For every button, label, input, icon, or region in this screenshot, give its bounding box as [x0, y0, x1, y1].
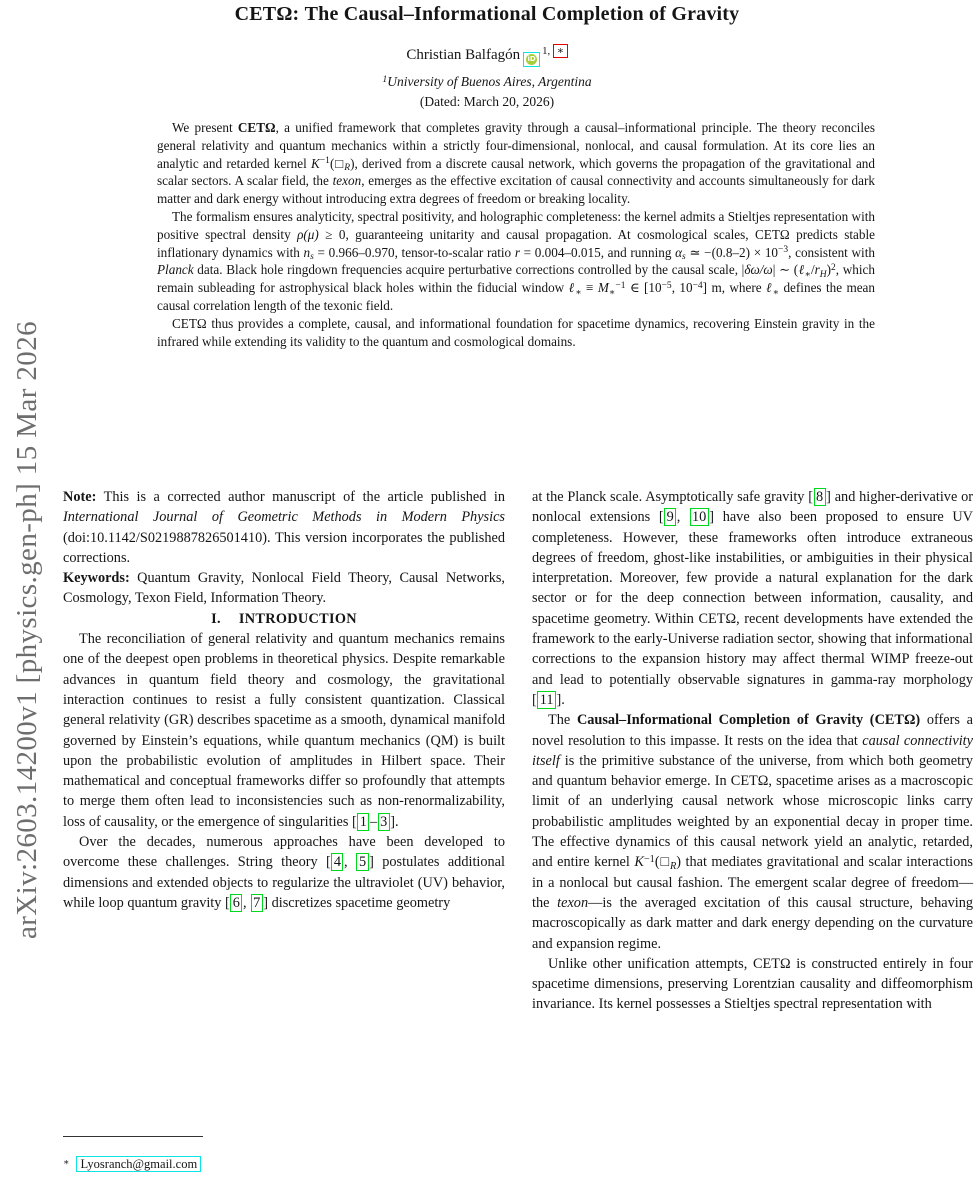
- text-run: ℓ: [798, 262, 805, 278]
- footnote-marker: ∗: [63, 1157, 70, 1168]
- orcid-id-glyph: iD: [527, 55, 536, 63]
- text-run: Note:: [63, 489, 97, 505]
- text-run: ].: [556, 691, 565, 708]
- text-run: ] m, where: [702, 280, 767, 296]
- text-run: The formalism ensures analyticity, spectral positivity, and holographic completeness: the kernel admits a Stieltjes representation with positive spectral density: [157, 208, 875, 242]
- citation-link-4[interactable]: 4: [331, 853, 343, 871]
- left-column: [63, 487, 505, 913]
- footnote-rule: [63, 1136, 203, 1137]
- text-run: Quantum Gravity, Nonlocal Field Theory, Causal Networks, Cosmology, Texon Field, Information Theory.: [63, 570, 505, 607]
- text-run: −1: [615, 280, 626, 291]
- abstract-paragraph-3: [157, 315, 875, 351]
- intro-paragraph-4: [532, 954, 973, 1015]
- text-run: s: [682, 251, 686, 262]
- text-run: K: [311, 155, 320, 171]
- text-run: defines the mean causal correlation length of the texonic field.: [157, 280, 875, 313]
- text-run: ] have also been proposed to ensure UV completeness. However, these frameworks often introduce extraneous degrees of freedom, ghost-like instabilities, or ambiguities in their physical interpretation. Moreover, few provide a natural explanation for the dark sector or for the deep connection between information, causality, and spacetime geometry. Within CETΩ, recent developments have extended the framework to the early-Universe radiation sector, showing that informational corrections to the expansion history may affect thermal WIMP freeze-out and lead to potentially observable signatures in gamma-ray morphology [: [532, 509, 973, 708]
- text-run: ≥ 0, guaranteeing unitarity and causal propagation. At cosmological scales, CETΩ predicts stable inflationary dynamics with: [157, 226, 876, 260]
- text-run: ,: [676, 509, 689, 526]
- affiliation-text: University of Buenos Aires, Argentina: [387, 74, 592, 89]
- text-run: = 0.966–0.970, tensor-to-scalar ratio: [313, 244, 515, 260]
- citation-link-11[interactable]: 11: [537, 691, 556, 709]
- text-run: δω/ω: [744, 262, 773, 278]
- text-run: data. Black hole ringdown frequencies acquire perturbative corrections controlled by the causal scale, |: [193, 262, 745, 278]
- text-run: α: [675, 244, 683, 260]
- text-run: We present: [172, 120, 238, 135]
- section-number: I.: [211, 610, 221, 627]
- citation-link-7[interactable]: 7: [251, 894, 263, 912]
- text-run: ρ(μ): [297, 226, 319, 242]
- abstract-paragraph-1: [157, 119, 875, 208]
- section-heading-introduction: [63, 609, 505, 629]
- text-run: ∈ [10: [625, 280, 662, 296]
- text-run: , a unified framework that completes gravity through a causal–informational principle. The theory reconciles general relativity and quantum mechanics within a strictly four-dimensional, nonlocal, and causal formulation. At its core lies an analytic and retarded kernel: [157, 120, 875, 171]
- intro-paragraph-3: [532, 710, 973, 954]
- text-run: ∗: [804, 269, 811, 280]
- text-run: This is a corrected author manuscript of the article published in: [96, 489, 505, 505]
- author-name: Christian Balfagón: [406, 47, 521, 63]
- citation-link-5[interactable]: 5: [356, 853, 368, 871]
- text-run: –: [369, 813, 378, 830]
- text-run: CETΩ: [237, 120, 276, 135]
- text-run: ℓ: [766, 280, 773, 296]
- text-run: , emerges as the effective excitation of causal connectivity and accounts simultaneously for dark matter and dark energy without introducing extra degrees of freedom or breaking locality.: [157, 173, 875, 207]
- text-run: ] postulates additional dimensions and extended objects to regularize the ultraviolet (UV) behavior, while loop quantum gravity [: [63, 854, 505, 911]
- text-run: Keywords:: [63, 570, 130, 587]
- abstract: [157, 119, 875, 350]
- text-run: ): [826, 262, 832, 278]
- text-run: , consistent with: [788, 244, 875, 260]
- author-affiliation-superscript: 1,: [542, 45, 551, 58]
- affiliation-superscript: 1: [382, 73, 388, 85]
- text-run: = 0.004–0.015, and running: [519, 244, 676, 260]
- text-run: ∗: [608, 287, 616, 298]
- footnote: [63, 1157, 201, 1172]
- text-run: /: [810, 262, 815, 278]
- date-line: (Dated: March 20, 2026): [419, 94, 555, 109]
- arxiv-watermark: arXiv:2603.14200v1 [physics.gen-ph] 15 Mar 2026: [11, 320, 43, 940]
- text-run: | ∼ (: [772, 262, 799, 278]
- citation-link-6[interactable]: 6: [230, 894, 242, 912]
- citation-link-1[interactable]: 1: [357, 813, 369, 831]
- text-run: The reconciliation of general relativity and quantum mechanics remains one of the deepest open problems in theoretical physics. Despite remarkable advances in quantum field theory and cosmology, the gravitational interaction continues to resist a fully consistent quantization. Classical general relativity (GR) describes spacetime as a smooth, dynamical manifold governed by Einstein’s equations, while quantum mechanics (QM) is built upon the probabilistic evolution of amplitudes in Hilbert space. Their mathematical and conceptual frameworks differ so profoundly that attempts to merge them often lead to inconsistencies such as non-renormalizability, loss of causality, or the emergence of singularities [: [63, 631, 505, 830]
- text-run: R: [670, 860, 677, 872]
- text-run: causal connectivity itself: [532, 732, 973, 769]
- text-run: (□: [654, 854, 670, 871]
- text-run: , 10: [671, 280, 693, 296]
- citation-link-9[interactable]: 9: [664, 508, 676, 526]
- text-run: ∗: [575, 287, 582, 298]
- text-run: ) that mediates gravitational and scalar interactions in a nonlocal but causal fashion. The emergent scalar degree of freedom—the: [532, 854, 973, 911]
- email-link[interactable]: Lyosranch@gmail.com: [76, 1156, 201, 1172]
- text-run: −1: [319, 156, 330, 167]
- section-title: INTRODUCTION: [238, 610, 357, 627]
- orcid-icon[interactable]: [523, 52, 540, 67]
- paper-title: CETΩ: The Causal–Informational Completion of Gravity: [234, 3, 740, 25]
- text-run: s: [310, 251, 314, 262]
- keywords-paragraph: [63, 568, 505, 609]
- affiliation-line: [0, 74, 974, 90]
- intro-paragraph-2-continued: [532, 487, 973, 710]
- text-run: The: [548, 712, 577, 729]
- text-run: ≃ −(0.8–2) × 10: [685, 244, 779, 260]
- text-run: R: [344, 162, 351, 173]
- text-run: (□: [329, 155, 345, 171]
- text-run: ,: [343, 854, 356, 871]
- text-run: 2: [831, 263, 836, 274]
- text-run: Unlike other unification attempts, CETΩ is constructed entirely in four spacetime dimensions, preserving Lorentzian causality and diffeomorphism invariance. Its kernel possesses a Stieltjes spectral representation with: [532, 955, 973, 1013]
- text-run: H: [819, 269, 827, 280]
- text-run: −4: [692, 280, 703, 291]
- text-run: ≡: [581, 280, 598, 296]
- intro-paragraph-2: [63, 832, 505, 913]
- text-run: r: [814, 262, 820, 278]
- text-run: ] discretizes spacetime geometry: [263, 894, 451, 911]
- abstract-paragraph-2: [157, 208, 875, 315]
- text-run: offers a novel resolution to this impasse. It rests on the idea that: [532, 712, 973, 749]
- text-run: is the primitive substance of the universe, from which both geometry and quantum behavior emerge. In CETΩ, spacetime arises as a macroscopic limit of an underlying causal network whose microscopic links carry probabilistic amplitudes weighted by an exponential decay in proper time. The effective dynamics of this causal network yield an analytic, retarded, and entire kernel: [532, 752, 973, 871]
- text-run: ,: [242, 894, 251, 911]
- text-run: ∗: [772, 287, 780, 298]
- text-run: n: [303, 244, 311, 260]
- text-run: ℓ: [568, 280, 576, 296]
- citation-link-3[interactable]: 3: [378, 813, 390, 831]
- text-run: International Journal of Geometric Methods in Modern Physics: [63, 509, 505, 526]
- text-run: −5: [661, 280, 672, 291]
- author-footnote-link[interactable]: ∗: [553, 44, 567, 58]
- text-run: (doi:10.1142/S0219887826501410). This version incorporates the published corrections.: [63, 529, 505, 566]
- citation-link-8[interactable]: 8: [814, 488, 826, 506]
- text-run: ] and higher-derivative or nonlocal extensions [: [532, 489, 973, 526]
- citation-link-10[interactable]: 10: [690, 508, 709, 526]
- text-run: CETΩ thus provides a complete, causal, and informational foundation for spacetime dynamics, recovering Einstein gravity in the infrared while extending its validity to the quantum and cosmological domains.: [157, 315, 875, 349]
- text-run: ].: [390, 813, 399, 830]
- text-run: ), derived from a discrete causal network, which governs the propagation of the gravitational and scalar sectors. A scalar field, the: [157, 155, 875, 189]
- text-run: at the Planck scale. Asymptotically safe gravity [: [532, 489, 813, 505]
- right-column: [532, 487, 973, 1015]
- text-run: texon: [332, 173, 362, 189]
- text-run: Planck: [157, 262, 194, 278]
- text-run: , which remain subleading for astrophysical black holes within the fiducial window: [157, 262, 875, 296]
- text-run: Over the decades, numerous approaches have been developed to overcome these challenges. String theory [: [63, 834, 505, 871]
- text-run: K: [634, 854, 644, 871]
- text-run: M: [597, 280, 609, 296]
- author-line: [0, 47, 974, 67]
- text-run: texon: [557, 894, 589, 911]
- intro-paragraph-1: [63, 629, 505, 832]
- text-run: Causal–Informational Completion of Gravity (CETΩ): [576, 712, 921, 729]
- paper-header: [0, 0, 974, 110]
- text-run: r: [514, 244, 520, 260]
- text-run: −1: [643, 853, 655, 865]
- note-paragraph: [63, 487, 505, 568]
- text-run: −3: [778, 245, 789, 256]
- text-run: —is the averaged excitation of this causal structure, behaving macroscopically as dark matter and dark energy depending on the curvature and expansion regime.: [532, 894, 973, 952]
